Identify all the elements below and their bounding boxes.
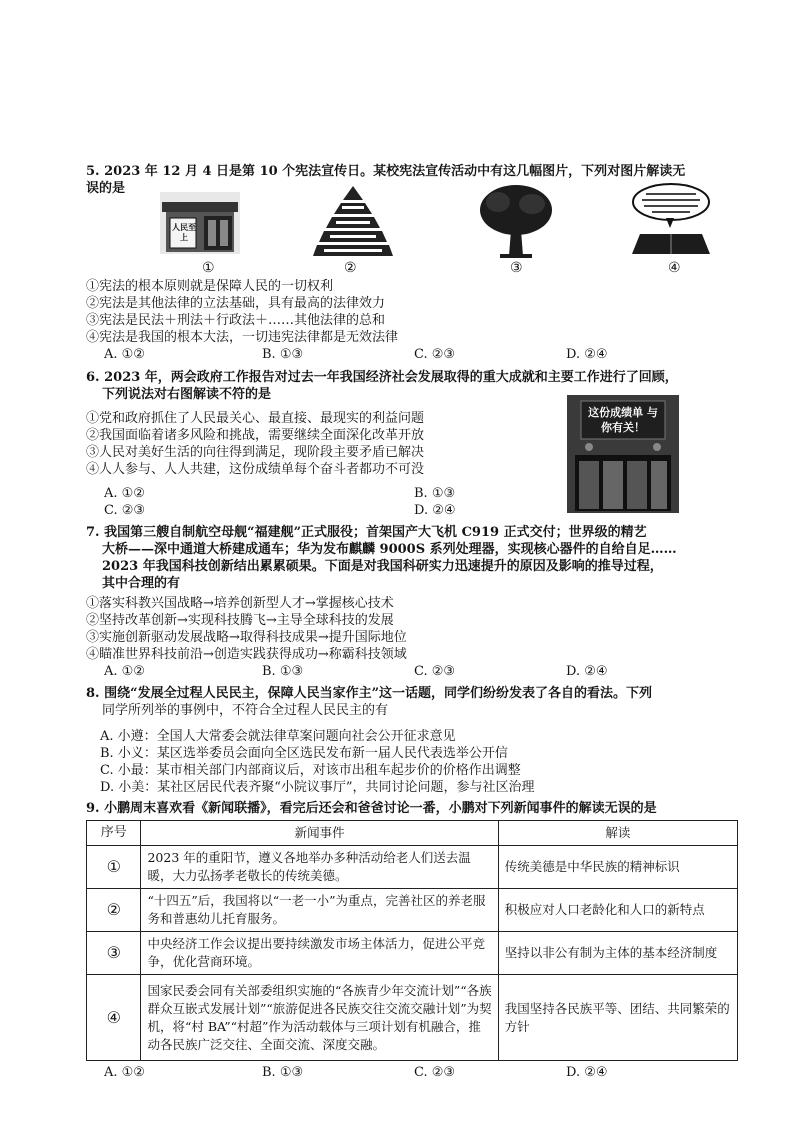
q5-pic-label-1: ① (202, 260, 215, 276)
header-number: 序号 (87, 821, 141, 846)
q5-pic-label-3: ③ (510, 260, 523, 276)
q8-option-b[interactable]: B. 小义：某区选举委员会面向全区选民发布新一届人民代表选举公开信 (100, 746, 508, 761)
q5-option-d[interactable]: D. ②④ (566, 347, 608, 362)
row-2-reading: 积极应对人口老龄化和人口的新特点 (498, 889, 737, 932)
table-header-row (87, 821, 738, 846)
q5-stem-line1: 5. 2023 年 12 月 4 日是第 10 个宪法宣传日。某校宪法宣传活动中有这几幅图片，下列对图片解读无 (86, 164, 686, 179)
q8-stem-line1: 8. 围绕“发展全过程人民民主，保障人民当家作主”这一话题，同学们纷纷发表了各自的看法。下列 (86, 686, 653, 701)
q6-stem-line1: 6. 2023 年，两会政府工作报告对过去一年我国经济社会发展取得的重大成就和主要工作进行了回顾， (86, 370, 678, 385)
table-row (87, 846, 738, 889)
q8-option-d[interactable]: D. 小美：某社区居民代表齐聚“小院议事厅”，共同讨论问题，参与社区治理 (100, 780, 535, 795)
q7-option-b[interactable]: B. ①③ (262, 664, 304, 679)
question-8 (86, 685, 736, 719)
q7-stem-line3: 2023 年我国科技创新结出累累硕果。下面是对我国科研实力迅速提升的原因及影响的推导过程， (102, 559, 663, 574)
q7-stem-line2: 大桥——深中通道大桥建成通车；华为发布麒麟 9000S 系列处理器，实现核心器件的自给自足…… (102, 542, 677, 557)
header-reading: 解读 (498, 821, 737, 846)
q5-picture-3-tree (478, 184, 554, 260)
q8-option-a[interactable]: A. 小遵：全国人大常委会就法律草案问题向社会公开征求意见 (100, 729, 456, 744)
q5-pic1-text: 人民至上 (172, 222, 196, 242)
q7-option-d[interactable]: D. ②④ (566, 664, 608, 679)
q7-statement-3: ③实施创新驱动发展战略→取得科技成果→提升国际地位 (86, 630, 407, 645)
row-3-reading: 坚持以非公有制为主体的基本经济制度 (498, 932, 737, 975)
row-2-event: “十四五”后，我国将以“一老一小”为重点，完善社区的养老服务和普惠幼儿托育服务。 (141, 889, 498, 932)
q8-stem-line2: 同学所列举的事例中，不符合全过程人民民主的有 (102, 703, 389, 718)
question-7 (86, 524, 736, 592)
row-1-reading: 传统美德是中华民族的精神标识 (498, 846, 737, 889)
table-row (87, 932, 738, 975)
q9-option-a[interactable]: A. ①② (104, 1065, 145, 1080)
row-3-event: 中央经济工作会议提出要持续激发市场主体活力，促进公平竞争，优化营商环境。 (141, 932, 498, 975)
q8-option-c[interactable]: C. 小最：某市相关部门内部商议后，对该市出租车起步价的价格作出调整 (100, 763, 521, 778)
q6-statement-2: ②我国面临着诸多风险和挑战，需要继续全面深化改革开放 (86, 428, 425, 443)
q6-option-c[interactable]: C. ②③ (104, 503, 146, 518)
question-9 (86, 800, 746, 817)
q6-statement-3: ③人民对美好生活的向往得到满足，现阶段主要矛盾已解决 (86, 445, 425, 460)
row-2-number: ② (87, 889, 141, 932)
q5-option-c[interactable]: C. ②③ (414, 347, 456, 362)
row-1-event: 2023 年的重阳节，遵义各地举办多种活动给老人们送去温暖，大力弘扬孝老敬长的传统美德。 (141, 846, 498, 889)
q6-statements (86, 410, 526, 478)
q9-option-c[interactable]: C. ②③ (414, 1065, 456, 1080)
table-row (87, 889, 738, 932)
q6-poster-image (567, 395, 679, 513)
row-1-number: ① (87, 846, 141, 889)
row-3-number: ③ (87, 932, 141, 975)
q9-news-table (86, 820, 738, 1061)
q7-stem-line4: 其中合理的有 (102, 576, 181, 591)
q5-statement-2: ②宪法是其他法律的立法基础，具有最高的法律效力 (86, 296, 386, 311)
q5-picture-4-speech-book (630, 182, 712, 260)
q5-pic-label-4: ④ (668, 260, 681, 276)
q5-option-b[interactable]: B. ①③ (262, 347, 304, 362)
q5-picture-2-pyramid (312, 184, 394, 258)
row-4-reading: 我国坚持各民族平等、团结、共同繁荣的方针 (498, 975, 737, 1061)
q7-statement-2: ②坚持改革创新→实现科技腾飞→主导全球科技的发展 (86, 613, 394, 628)
q6-statement-1: ①党和政府抓住了人民最关心、最直接、最现实的利益问题 (86, 411, 425, 426)
q7-statement-1: ①落实科教兴国战略→培养创新型人才→掌握核心技术 (86, 596, 394, 611)
q7-option-c[interactable]: C. ②③ (414, 664, 456, 679)
row-4-number: ④ (87, 975, 141, 1061)
q9-option-b[interactable]: B. ①③ (262, 1065, 304, 1080)
q5-pic-label-2: ② (344, 260, 357, 276)
q5-statement-3: ③宪法是民法＋刑法＋行政法＋……其他法律的总和 (86, 313, 386, 328)
table-row (87, 975, 738, 1061)
header-news-event: 新闻事件 (141, 821, 498, 846)
q5-statement-4: ④宪法是我国的根本大法，一切违宪法律都是无效法律 (86, 330, 399, 345)
q6-statement-4: ④人人参与、人人共建，这份成绩单每个奋斗者都功不可没 (86, 462, 425, 477)
q9-option-d[interactable]: D. ②④ (566, 1065, 608, 1080)
q8-options (100, 728, 750, 796)
q6-option-a[interactable]: A. ①② (104, 486, 145, 501)
q5-stem-line2: 误的是 (86, 181, 126, 196)
q6-option-d[interactable]: D. ②④ (414, 503, 456, 518)
q6-option-b[interactable]: B. ①③ (414, 486, 456, 501)
q5-statement-1: ①宪法的根本原则就是保障人民的一切权利 (86, 279, 334, 294)
q7-stem-line1: 7. 我国第三艘自制航空母舰“福建舰”正式服役；首架国产大飞机 C919 正式交付；世界级的精艺 (86, 525, 647, 540)
q5-option-a[interactable]: A. ①② (104, 347, 145, 362)
q7-statements (86, 595, 736, 663)
row-4-event: 国家民委会同有关部委组织实施的“各族青少年交流计划”“各族群众互嵌式发展计划”“旅游促进各民族交往交流交融计划”为契机，将“村 BA”“村超”作为活动载体与三项计划有机融合，推动各民族广泛交往、全面交流、深度交融。 (141, 975, 498, 1061)
q6-stem-line2: 下列说法对右图解读不符的是 (102, 387, 272, 402)
q6-poster-text: 这份成绩单 与你有关！ (588, 406, 658, 434)
q7-statement-4: ④瞄准世界科技前沿→创造实践获得成功→称霸科技领域 (86, 647, 407, 662)
q5-statements (86, 278, 736, 346)
q7-option-a[interactable]: A. ①② (104, 664, 145, 679)
q5-picture-1 (160, 192, 240, 254)
q9-stem: 9. 小鹏周末喜欢看《新闻联播》，看完后还会和爸爸讨论一番，小鹏对下列新闻事件的解读无误的是 (86, 801, 657, 816)
